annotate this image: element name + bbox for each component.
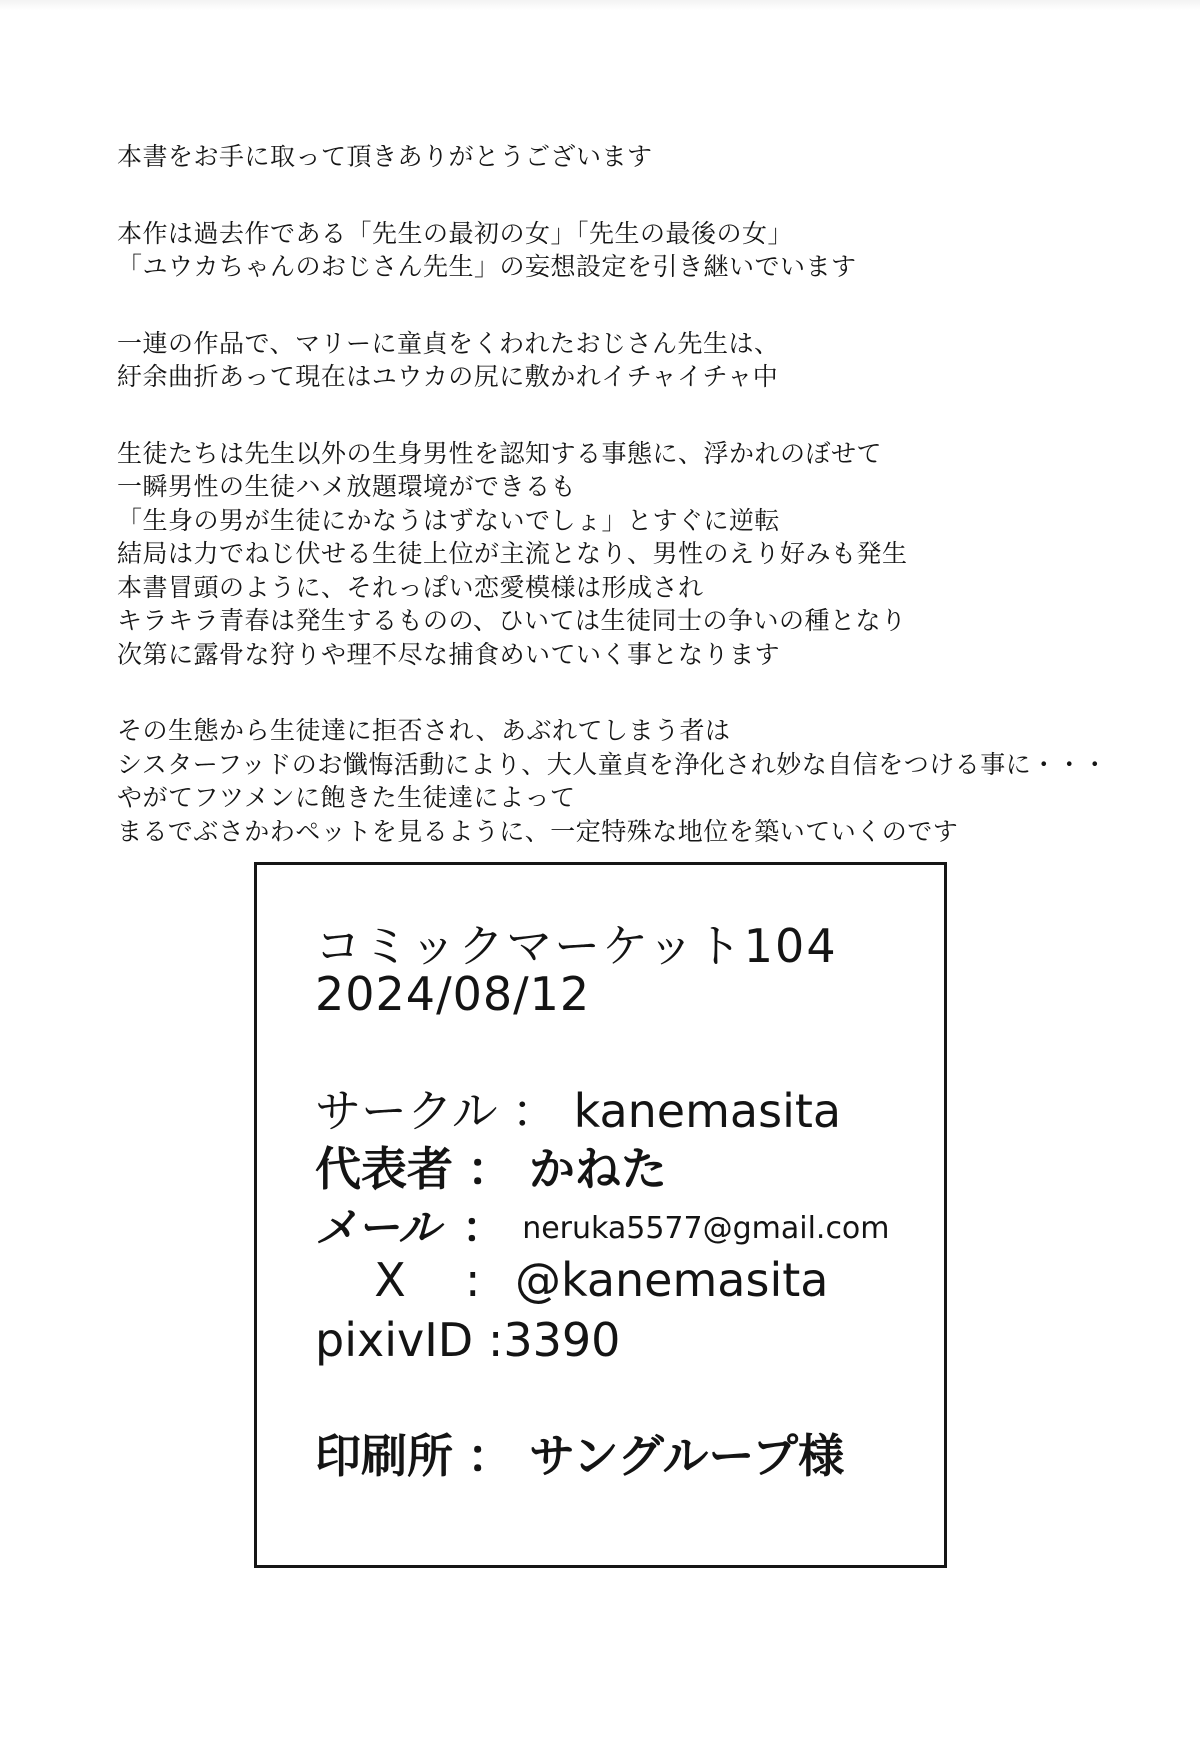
afterword-paragraph [117, 327, 1117, 394]
representative-name: かねた [529, 1142, 667, 1196]
afterword-line: やがてフツメンに飽きた生徒達によって [117, 783, 576, 812]
printer-row [315, 1420, 844, 1486]
printer-name: サングループ様 [529, 1429, 845, 1483]
afterword-paragraph [117, 437, 1117, 672]
mail-label: メール [315, 1203, 441, 1252]
afterword-line: 紆余曲折あって現在はユウカの尻に敷かれイチャイチャ中 [117, 362, 779, 391]
afterword-paragraph [117, 140, 1117, 174]
representative-row [315, 1133, 667, 1199]
afterword-line: 結局は力でねじ伏せる生徒上位が主流となり、男性のえり好みも発生 [117, 539, 908, 568]
afterword-line: シスターフッドのお懺悔活動により、大人童貞を浄化され妙な自信をつける事に・・・ [117, 749, 1108, 779]
afterword-line: 本作は過去作である「先生の最初の女」「先生の最後の女」 [117, 218, 794, 248]
mail-address: neruka5577@gmail.com [522, 1211, 890, 1246]
afterword-line: 次第に露骨な狩りや理不尽な捕食めいていく事となります [117, 639, 781, 669]
printer-label: 印刷所 [315, 1429, 453, 1483]
pixiv-id: 3390 [503, 1313, 621, 1367]
afterword-line: キラキラ青春は発生するものの、ひいては生徒同士の争いの種となり [117, 606, 907, 635]
page-top-edge [0, 0, 1200, 10]
x-account-row [315, 1253, 828, 1307]
x-separator: : [465, 1253, 481, 1307]
afterword-line: 「ユウカちゃんのおじさん先生」の妄想設定を引き継いでいます [117, 252, 857, 281]
afterword-line: 本書冒頭のように、それっぽい恋愛模様は形成され [117, 572, 704, 602]
representative-separator: ： [467, 1142, 513, 1196]
colophon-box [254, 862, 947, 1568]
circle-separator: ： [511, 1084, 558, 1138]
x-label: X [374, 1253, 406, 1307]
afterword-text [117, 140, 1117, 891]
mail-separator: ： [462, 1203, 505, 1252]
afterword-line: 一瞬男性の生徒ハメ放題環境ができるも [117, 472, 577, 501]
afterword-paragraph [117, 714, 1117, 848]
pixiv-label: pixivID [315, 1313, 474, 1367]
circle-name: kanemasita [573, 1084, 842, 1138]
afterword-line: 生徒たちは先生以外の生身男性を認知する事態に、浮かれのぼせて [117, 438, 883, 468]
afterword-line: まるでぶさかわペットを見るように、一定特殊な地位を築いていくのです [117, 816, 959, 846]
afterword-line: 本書をお手に取って頂きありがとうございます [117, 142, 653, 171]
afterword-line: その生態から生徒達に拒否され、あぶれてしまう者は [117, 716, 731, 745]
pixiv-separator: : [487, 1313, 504, 1367]
printer-separator: ： [467, 1429, 513, 1483]
x-handle: @kanemasita [515, 1253, 829, 1307]
event-date: 2024/08/12 [315, 967, 591, 1021]
event-name: コミックマーケット104 [315, 919, 838, 973]
afterword-line: 一連の作品で、マリーに童貞をくわれたおじさん先生は、 [117, 328, 780, 358]
circle-label: サークル [315, 1084, 498, 1138]
afterword-line: 「生身の男が生徒にかなうはずないでしょ」とすぐに逆転 [117, 505, 781, 535]
circle-row [315, 1075, 841, 1141]
mail-row [315, 1195, 890, 1255]
representative-label: 代表者 [315, 1142, 453, 1196]
pixiv-row [315, 1313, 620, 1367]
afterword-paragraph [117, 217, 1117, 284]
